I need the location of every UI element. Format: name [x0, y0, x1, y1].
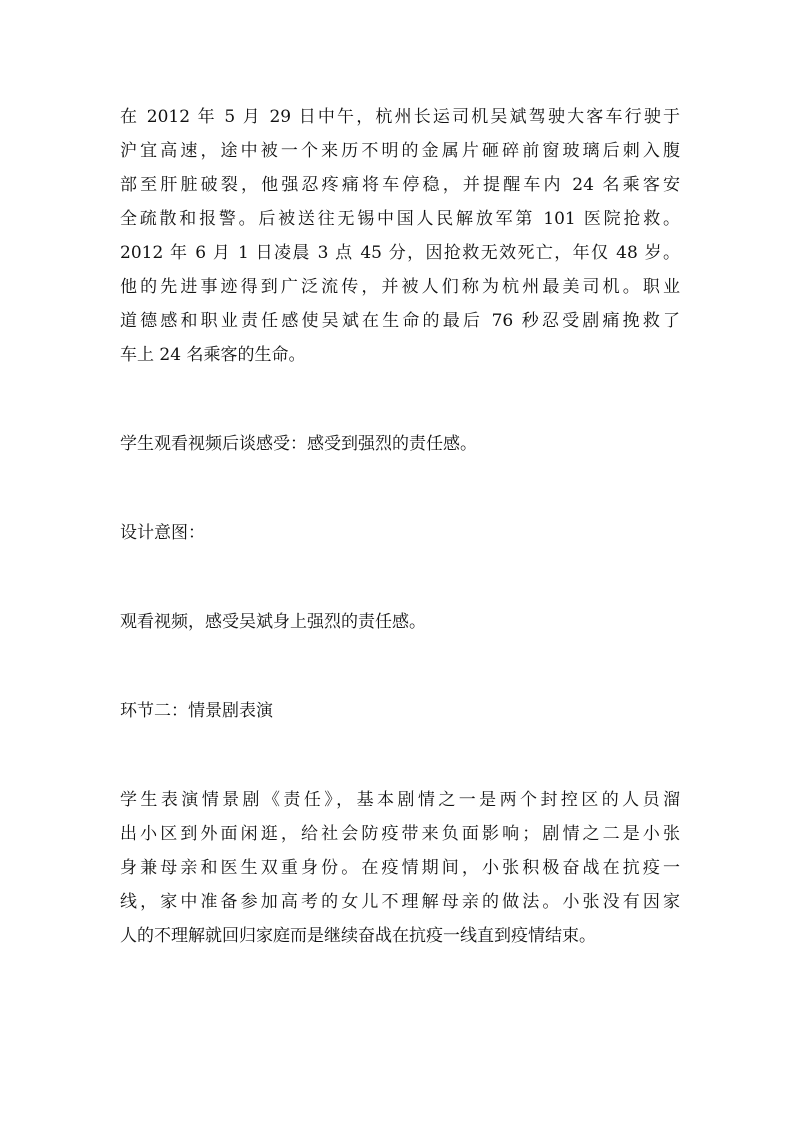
text-line: 车上 24 名乘客的生命。 — [120, 345, 306, 365]
paragraph-spacer — [120, 639, 680, 694]
design-intent-heading: 设计意图： — [120, 523, 205, 543]
document-body — [120, 100, 680, 953]
paragraph-design-intent: 观看视频，感受吴斌身上强烈的责任感。 — [120, 612, 426, 632]
paragraph-spacer — [120, 550, 680, 605]
text-line: 线，家中准备参加高考的女儿不理解母亲的做法。小张没有因家 — [120, 892, 680, 912]
text-line: 全疏散和报警。后被送往无锡中国人民解放军第 101 医院抢救。 — [120, 209, 680, 229]
text-line: 在 2012 年 5 月 29 日中午，杭州长运司机吴斌驾驶大客车行驶于 — [120, 107, 680, 127]
paragraph-wu-bin-story — [120, 100, 680, 372]
paragraph-spacer — [120, 461, 680, 516]
paragraph-role-play — [120, 783, 680, 953]
text-line: 学生表演情景剧《责任》，基本剧情之一是两个封控区的人员溜 — [120, 790, 680, 810]
text-line: 他的先进事迹得到广泛流传，并被人们称为杭州最美司机。职业 — [120, 277, 680, 297]
text-line: 人的不理解就回归家庭而是继续奋战在抗疫一线直到疫情结束。 — [120, 926, 596, 946]
text-line: 2012 年 6 月 1 日凌晨 3 点 45 分，因抢救无效死亡，年仅 48 岁。 — [120, 243, 680, 263]
section-heading-step-two: 环节二：情景剧表演 — [120, 701, 273, 721]
text-line: 部至肝脏破裂，他强忍疼痛将车停稳，并提醒车内 24 名乘客安 — [120, 175, 680, 195]
text-line: 道德感和职业责任感使吴斌在生命的最后 76 秒忍受剧痛挽救了 — [120, 311, 680, 331]
text-line: 沪宜高速，途中被一个来历不明的金属片砸碎前窗玻璃后刺入腹 — [120, 141, 680, 161]
text-line: 出小区到外面闲逛，给社会防疫带来负面影响；剧情之二是小张 — [120, 824, 680, 844]
paragraph-student-feedback: 学生观看视频后谈感受：感受到强烈的责任感。 — [120, 434, 477, 454]
paragraph-spacer — [120, 728, 680, 783]
text-line: 身兼母亲和医生双重身份。在疫情期间，小张积极奋战在抗疫一 — [120, 858, 680, 878]
paragraph-spacer — [120, 372, 680, 427]
